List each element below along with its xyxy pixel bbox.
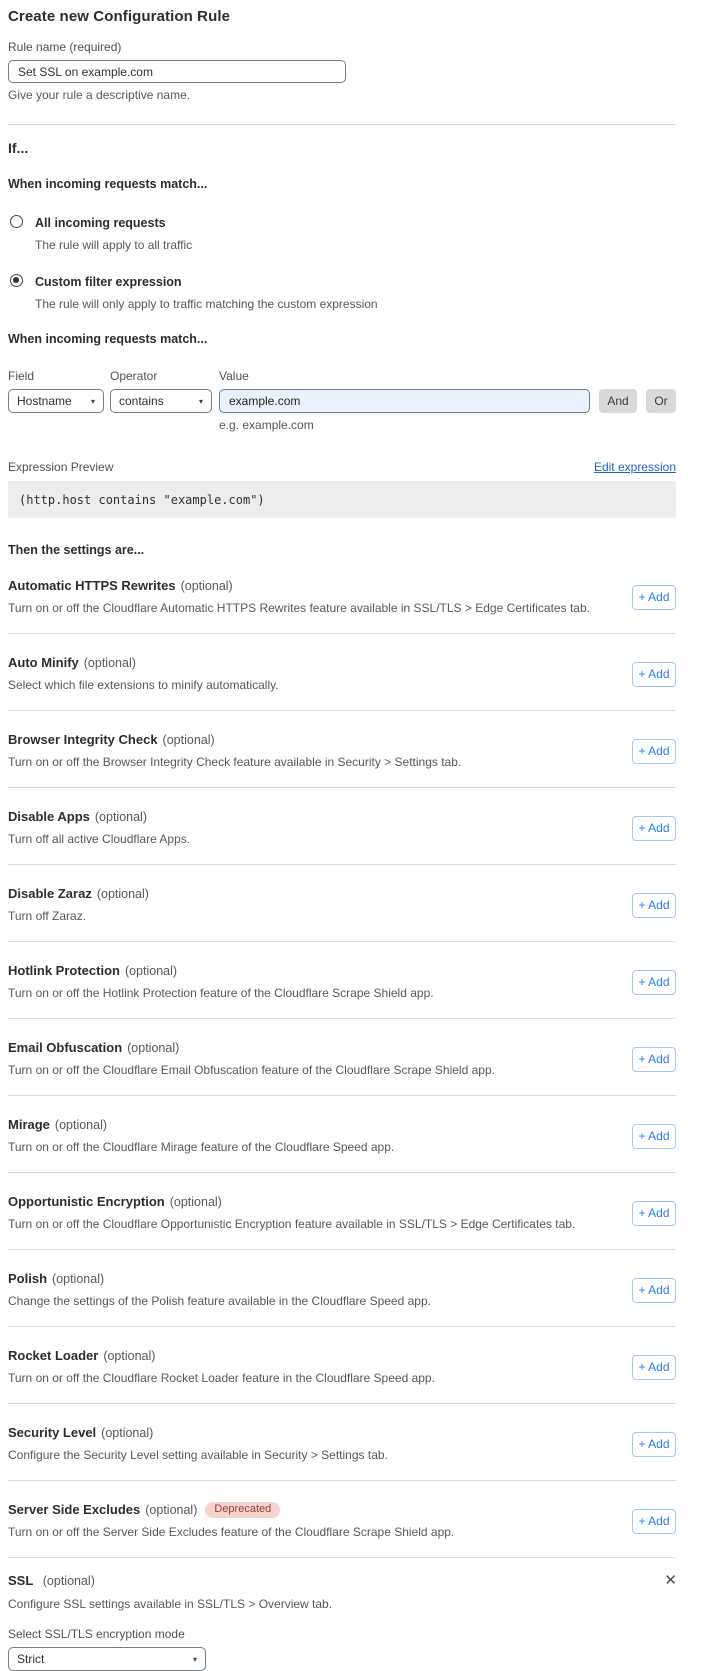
incoming-requests-heading: When incoming requests match... [8, 177, 208, 191]
setting-description: Turn off Zaraz. [8, 909, 87, 923]
add-setting-button[interactable]: + Add [632, 1509, 676, 1534]
section-divider [8, 124, 676, 125]
divider [8, 1557, 676, 1558]
radio-label: Custom filter expression [35, 275, 182, 289]
add-setting-button[interactable]: + Add [632, 970, 676, 995]
setting-description: Turn on or off the Cloudflare Automatic HTTPS Rewrites feature available in SSL/TLS > Edge Certificates tab. [8, 601, 590, 615]
setting-title: Mirage [8, 1117, 50, 1132]
setting-optional-label: (optional) [52, 1272, 105, 1286]
setting-row [8, 1194, 676, 1232]
radio-description: The rule will apply to all traffic [35, 238, 193, 252]
and-button[interactable]: And [599, 389, 637, 413]
divider [8, 864, 676, 865]
setting-title: Browser Integrity Check [8, 732, 158, 747]
add-setting-button[interactable]: + Add [632, 1047, 676, 1072]
add-setting-button[interactable]: + Add [632, 1432, 676, 1457]
setting-optional-label: (optional) [96, 887, 149, 901]
or-button[interactable]: Or [646, 389, 676, 413]
operator-label: Operator [110, 369, 158, 383]
setting-title: Opportunistic Encryption [8, 1194, 165, 1209]
setting-title: Security Level [8, 1425, 97, 1440]
chevron-down-icon: ▾ [192, 1654, 197, 1664]
radio-custom-filter-expression[interactable] [8, 273, 676, 311]
divider [8, 1249, 676, 1250]
setting-title: Disable Zaraz [8, 886, 92, 901]
setting-row [8, 1425, 676, 1463]
setting-optional-label: (optional) [83, 656, 136, 670]
setting-title: Automatic HTTPS Rewrites [8, 578, 176, 593]
if-heading: If... [8, 140, 29, 156]
add-setting-button[interactable]: + Add [632, 1201, 676, 1226]
setting-description: Turn on or off the Cloudflare Opportunistic Encryption feature available in SSL/TLS > Edge Certificates tab. [8, 1217, 576, 1231]
divider [8, 787, 676, 788]
setting-description: Turn on or off the Cloudflare Mirage feature of the Cloudflare Speed app. [8, 1140, 395, 1154]
divider [8, 710, 676, 711]
setting-row [8, 1271, 676, 1309]
expression-preview-header [8, 460, 676, 474]
setting-row [8, 809, 676, 847]
radio-description: The rule will only apply to traffic matching the custom expression [35, 297, 378, 311]
value-label: Value [219, 369, 249, 383]
setting-row [8, 1502, 676, 1540]
value-hint: e.g. example.com [219, 418, 314, 432]
setting-optional-label: (optional) [94, 810, 147, 824]
chevron-down-icon: ▾ [90, 396, 95, 406]
setting-title: Hotlink Protection [8, 963, 120, 978]
add-setting-button[interactable]: + Add [632, 893, 676, 918]
ssl-mode-label: Select SSL/TLS encryption mode [8, 1627, 185, 1641]
add-setting-button[interactable]: + Add [632, 662, 676, 687]
ssl-panel-header [8, 1573, 676, 1589]
radio-label: All incoming requests [35, 216, 166, 230]
setting-title: Email Obfuscation [8, 1040, 123, 1055]
setting-optional-label: (optional) [124, 964, 178, 978]
edit-expression-link[interactable]: Edit expression [593, 460, 676, 474]
setting-row [8, 655, 676, 693]
setting-description: Select which file extensions to minify automatically. [8, 678, 279, 692]
add-setting-button[interactable]: + Add [632, 1124, 676, 1149]
close-icon[interactable]: ✕ [664, 1572, 677, 1589]
operator-select[interactable]: contains ▾ [110, 389, 212, 413]
expression-preview-label: Expression Preview [8, 460, 114, 474]
setting-row [8, 732, 676, 770]
radio-selected-icon[interactable] [10, 274, 23, 287]
setting-optional-label: (optional) [180, 579, 233, 593]
setting-title: Server Side Excludes [8, 1502, 141, 1517]
rule-name-input[interactable] [8, 60, 346, 83]
chevron-down-icon: ▾ [198, 396, 203, 406]
ssl-optional-label: (optional) [42, 1574, 95, 1588]
expression-builder-heading: When incoming requests match... [8, 332, 208, 346]
divider [8, 1480, 676, 1481]
setting-optional-label: (optional) [145, 1503, 198, 1517]
page-title: Create new Configuration Rule [8, 8, 231, 25]
match-type-radio-group [8, 214, 676, 311]
expression-builder-labels [8, 369, 676, 383]
setting-optional-label: (optional) [169, 1195, 222, 1209]
add-setting-button[interactable]: + Add [632, 816, 676, 841]
divider [8, 941, 676, 942]
setting-optional-label: (optional) [54, 1118, 108, 1132]
setting-row [8, 578, 676, 616]
setting-description: Turn on or off the Server Side Excludes feature of the Cloudflare Scrape Shield app. [8, 1525, 455, 1539]
divider [8, 1172, 676, 1173]
value-input[interactable] [219, 389, 590, 413]
setting-title: Auto Minify [8, 655, 79, 670]
setting-row [8, 886, 676, 924]
add-setting-button[interactable]: + Add [632, 739, 676, 764]
ssl-panel [8, 1573, 676, 1671]
setting-description: Configure the Security Level setting available in Security > Settings tab. [8, 1448, 388, 1462]
add-setting-button[interactable]: + Add [632, 1355, 676, 1380]
divider [8, 633, 676, 634]
divider [8, 1018, 676, 1019]
setting-row [8, 1040, 676, 1078]
divider [8, 1326, 676, 1327]
add-setting-button[interactable]: + Add [632, 585, 676, 610]
setting-description: Turn on or off the Cloudflare Email Obfuscation feature of the Cloudflare Scrape Shield app. [8, 1063, 495, 1077]
setting-title: Rocket Loader [8, 1348, 99, 1363]
expression-builder-row [8, 389, 676, 413]
add-setting-button[interactable]: + Add [632, 1278, 676, 1303]
setting-title: Polish [8, 1271, 48, 1286]
setting-row [8, 963, 676, 1001]
setting-optional-label: (optional) [162, 733, 215, 747]
setting-optional-label: (optional) [103, 1349, 156, 1363]
settings-list [8, 578, 676, 1558]
setting-description: Turn on or off the Cloudflare Rocket Loader feature in the Cloudflare Speed app. [8, 1371, 435, 1385]
then-settings-heading: Then the settings are... [8, 543, 145, 557]
radio-unselected-icon[interactable] [10, 215, 23, 228]
deprecated-badge: Deprecated [205, 1502, 280, 1518]
ssl-title: SSL [8, 1573, 34, 1588]
radio-all-incoming-requests[interactable] [8, 214, 676, 252]
divider [8, 1095, 676, 1096]
ssl-description: Configure SSL settings available in SSL/TLS > Overview tab. [8, 1597, 333, 1611]
setting-description: Turn on or off the Hotlink Protection feature of the Cloudflare Scrape Shield app. [8, 986, 434, 1000]
setting-optional-label: (optional) [127, 1041, 180, 1055]
ssl-mode-select[interactable]: Strict ▾ [8, 1647, 206, 1671]
setting-title: Disable Apps [8, 809, 90, 824]
setting-description: Turn off all active Cloudflare Apps. [8, 832, 191, 846]
rule-name-help: Give your rule a descriptive name. [8, 88, 191, 102]
expression-preview-code: (http.host contains "example.com") [8, 481, 676, 518]
setting-optional-label: (optional) [101, 1426, 154, 1440]
field-select[interactable]: Hostname ▾ [8, 389, 104, 413]
setting-description: Turn on or off the Browser Integrity Check feature available in Security > Settings tab. [8, 755, 462, 769]
field-label: Field [8, 369, 35, 383]
setting-description: Change the settings of the Polish feature available in the Cloudflare Speed app. [8, 1294, 431, 1308]
divider [8, 1403, 676, 1404]
setting-row [8, 1348, 676, 1386]
rule-name-label: Rule name (required) [8, 40, 122, 54]
setting-row [8, 1117, 676, 1155]
